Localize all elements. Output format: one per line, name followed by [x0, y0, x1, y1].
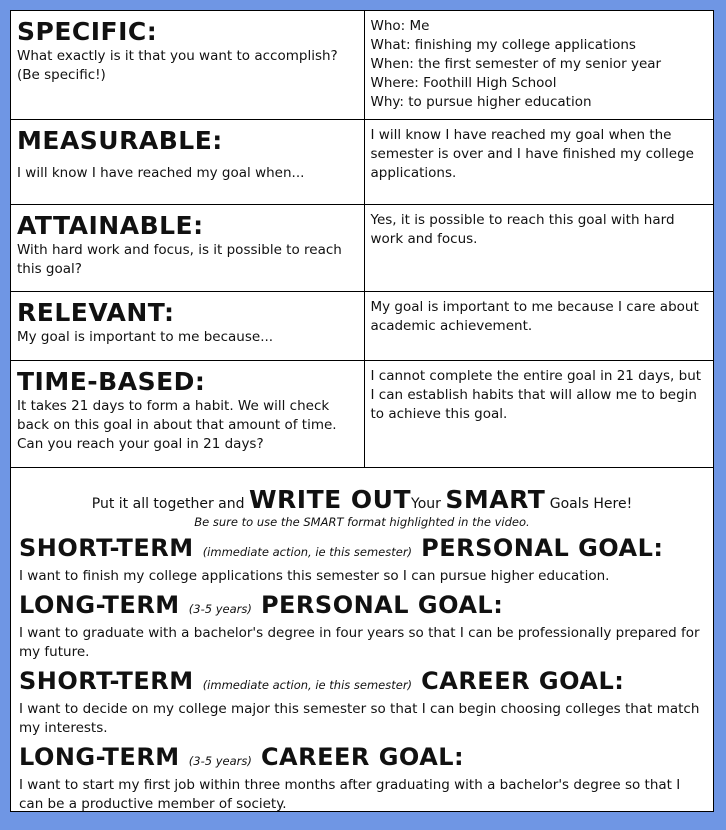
goal-text-long-personal: I want to graduate with a bachelor's degree in four years so that I can be professionally prepared for my future. — [19, 625, 700, 660]
summary-intro-1: Put it all together and — [91, 496, 245, 512]
specific-answer-why: Why: to pursue higher education — [370, 94, 592, 110]
smart-goals-summary — [11, 471, 713, 814]
summary-intro-2: Your — [411, 496, 441, 512]
specific-question: What exactly is it that you want to accomplish? (Be specific!) — [17, 48, 338, 83]
goal-heading-long-personal — [19, 590, 705, 624]
attainable-answer-cell — [364, 205, 714, 292]
attainable-heading: ATTAINABLE: — [17, 211, 204, 240]
specific-answer-when: When: the first semester of my senior year — [370, 56, 662, 72]
measurable-question: I will know I have reached my goal when... — [17, 165, 305, 181]
goal-term: SHORT-TERM — [19, 667, 194, 695]
goal-timeframe: (3-5 years) — [188, 754, 252, 768]
summary-intro-3: Goals Here! — [549, 496, 633, 512]
row-specific — [11, 11, 714, 120]
time-based-heading: TIME-BASED: — [17, 367, 206, 396]
row-relevant — [11, 292, 714, 361]
goal-term: SHORT-TERM — [19, 534, 194, 562]
goal-text-short-career: I want to decide on my college major this semester so that I can begin choosing colleges that match my interests. — [19, 701, 700, 736]
summary-note: Be sure to use the SMART format highlighted in the video. — [194, 515, 530, 529]
attainable-question: With hard work and focus, is it possible to reach this goal? — [17, 242, 342, 277]
summary-write-out: WRITE OUT — [248, 485, 412, 514]
attainable-answer: Yes, it is possible to reach this goal with hard work and focus. — [370, 212, 675, 247]
relevant-heading: RELEVANT: — [17, 298, 175, 327]
specific-answer-cell — [364, 11, 714, 120]
summary-smart: SMART — [445, 485, 546, 514]
measurable-answer-cell — [364, 120, 714, 205]
goal-text-short-personal: I want to finish my college applications this semester so I can pursue higher education. — [19, 568, 610, 584]
time-based-answer: I cannot complete the entire goal in 21 days, but I can establish habits that will allow me to begin to achieve this goal. — [370, 368, 702, 422]
attainable-prompt-cell — [11, 205, 365, 292]
time-based-prompt-cell — [11, 361, 365, 468]
measurable-answer: I will know I have reached my goal when the semester is over and I have finished my college applications. — [370, 127, 694, 181]
relevant-prompt-cell — [11, 292, 365, 361]
specific-answer-where: Where: Foothill High School — [370, 75, 557, 91]
row-attainable — [11, 205, 714, 292]
specific-answer-who: Who: Me — [370, 18, 430, 34]
goal-type: CAREER GOAL: — [260, 743, 465, 771]
specific-answer-what: What: finishing my college applications — [370, 37, 636, 53]
goal-type: PERSONAL GOAL: — [260, 591, 504, 619]
goal-heading-short-career — [19, 666, 705, 700]
time-based-answer-cell — [364, 361, 714, 468]
goal-type: PERSONAL GOAL: — [421, 534, 664, 562]
goal-timeframe: (immediate action, ie this semester) — [202, 545, 413, 559]
row-measurable — [11, 120, 714, 205]
specific-heading: SPECIFIC: — [17, 17, 158, 46]
relevant-answer: My goal is important to me because I care about academic achievement. — [370, 299, 699, 334]
goal-timeframe: (immediate action, ie this semester) — [202, 678, 413, 692]
row-time-based — [11, 361, 714, 468]
goal-term: LONG-TERM — [19, 591, 180, 619]
relevant-answer-cell — [364, 292, 714, 361]
relevant-question: My goal is important to me because... — [17, 329, 274, 345]
measurable-heading: MEASURABLE: — [17, 126, 223, 155]
goal-heading-long-career — [19, 742, 705, 776]
smart-criteria-table — [10, 10, 714, 468]
goal-type: CAREER GOAL: — [421, 667, 625, 695]
goal-timeframe: (3-5 years) — [188, 602, 252, 616]
goal-heading-short-personal — [19, 533, 705, 567]
specific-prompt-cell — [11, 11, 365, 120]
goal-term: LONG-TERM — [19, 743, 180, 771]
summary-title — [19, 485, 705, 519]
time-based-question: It takes 21 days to form a habit. We will check back on this goal in about that amount of time. Can you reach your goal in 21 days? — [17, 398, 337, 452]
measurable-prompt-cell — [11, 120, 365, 205]
smart-goals-worksheet — [10, 10, 714, 812]
goal-text-long-career: I want to start my first job within three months after graduating with a bachelor's degree so that I can be a productive member of society. — [19, 777, 681, 812]
